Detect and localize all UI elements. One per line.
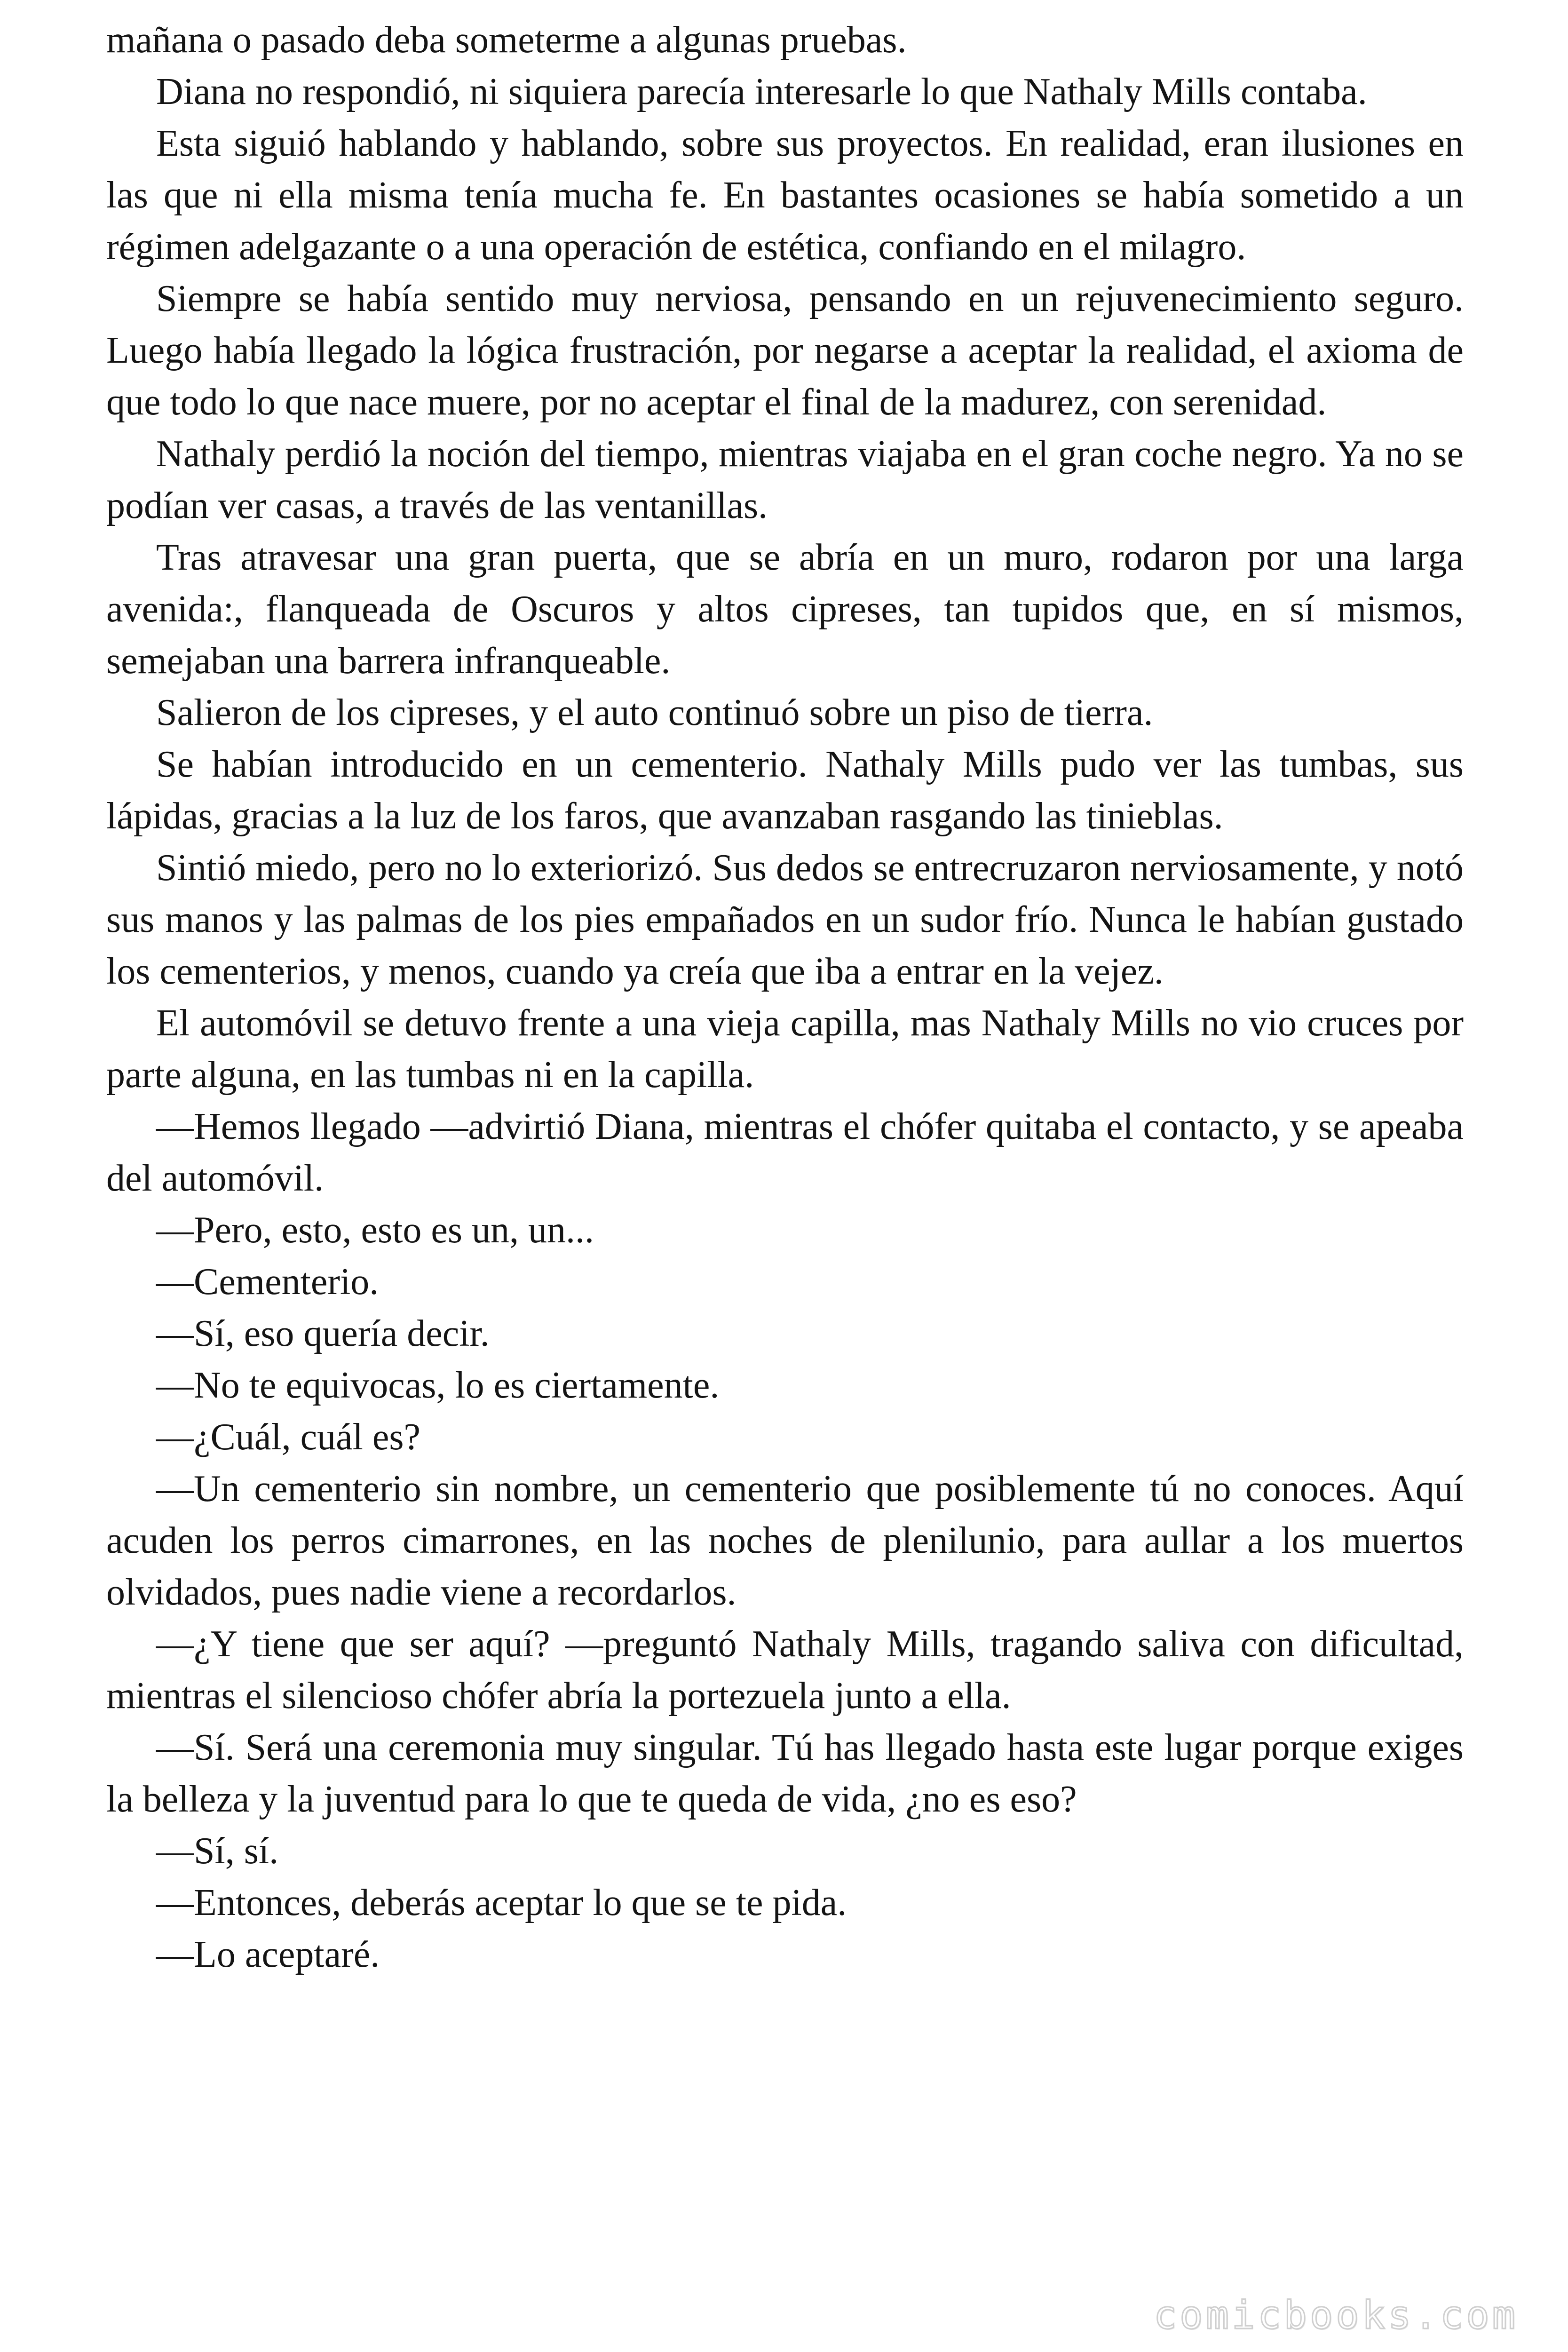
paragraph: Nathaly perdió la noción del tiempo, mientras viajaba en el gran coche negro. Ya no se podían ver casas, a través de las ventanillas. bbox=[106, 433, 1464, 526]
dialogue-line: —Sí, sí. bbox=[156, 1830, 279, 1872]
dialogue-line: —¿Cuál, cuál es? bbox=[156, 1416, 420, 1458]
dialogue-line: —¿Y tiene que ser aquí? —preguntó Nathaly Mills, tragando saliva con dificultad, mientras el silencioso chófer abría la portezuela junto a ella. bbox=[106, 1623, 1464, 1716]
paragraph: Tras atravesar una gran puerta, que se abría en un muro, rodaron por una larga avenida:, flanqueada de Oscuros y altos cipreses, tan tupidos que, en sí mismos, semejaban una barrera infranqueable. bbox=[106, 537, 1464, 682]
dialogue-line: —Sí. Será una ceremonia muy singular. Tú has llegado hasta este lugar porque exiges la belleza y la juventud para lo que te queda de vida, ¿no es eso? bbox=[106, 1727, 1464, 1820]
paragraph-continuation: mañana o pasado deba someterme a algunas pruebas. bbox=[106, 19, 907, 61]
paragraph: Se habían introducido en un cementerio. Nathaly Mills pudo ver las tumbas, sus lápidas, gracias a la luz de los faros, que avanzaban rasgando las tinieblas. bbox=[106, 744, 1464, 837]
watermark: comicbooks.com bbox=[1153, 2293, 1518, 2338]
paragraph: Diana no respondió, ni siquiera parecía interesarle lo que Nathaly Mills contaba. bbox=[156, 71, 1367, 112]
dialogue-line: —Entonces, deberás aceptar lo que se te pida. bbox=[156, 1882, 847, 1923]
dialogue-line: —Lo aceptaré. bbox=[156, 1934, 380, 1975]
dialogue-line: —No te equivocas, lo es ciertamente. bbox=[156, 1365, 720, 1406]
paragraph: Salieron de los cipreses, y el auto continuó sobre un piso de tierra. bbox=[156, 692, 1153, 733]
page-text bbox=[106, 14, 1464, 1980]
dialogue-line: —Hemos llegado —advirtió Diana, mientras el chófer quitaba el contacto, y se apeaba del automóvil. bbox=[106, 1106, 1464, 1199]
dialogue-line: —Sí, eso quería decir. bbox=[156, 1313, 490, 1354]
paragraph: Esta siguió hablando y hablando, sobre sus proyectos. En realidad, eran ilusiones en las que ni ella misma tenía mucha fe. En bastantes ocasiones se había sometido a un régimen adelgazante o a una operación de estética, confiando en el milagro. bbox=[106, 123, 1464, 268]
dialogue-line: —Cementerio. bbox=[156, 1261, 379, 1303]
paragraph: Siempre se había sentido muy nerviosa, pensando en un rejuvenecimiento seguro. Luego había llegado la lógica frustración, por negarse a aceptar la realidad, el axioma de que todo lo que nace muere, por no aceptar el final de la madurez, con serenidad. bbox=[106, 278, 1464, 423]
dialogue-line: —Un cementerio sin nombre, un cementerio que posiblemente tú no conoces. Aquí acuden los perros cimarrones, en las noches de plenilunio, para aullar a los muertos olvidados, pues nadie viene a recordarlos. bbox=[106, 1468, 1464, 1613]
paragraph: El automóvil se detuvo frente a una vieja capilla, mas Nathaly Mills no vio cruces por parte alguna, en las tumbas ni en la capilla. bbox=[106, 1002, 1464, 1096]
dialogue-line: —Pero, esto, esto es un, un... bbox=[156, 1209, 594, 1251]
paragraph: Sintió miedo, pero no lo exteriorizó. Sus dedos se entrecruzaron nerviosamente, y notó sus manos y las palmas de los pies empañados en un sudor frío. Nunca le habían gustado los cementerios, y menos, cuando ya creía que iba a entrar en la vejez. bbox=[106, 847, 1464, 992]
